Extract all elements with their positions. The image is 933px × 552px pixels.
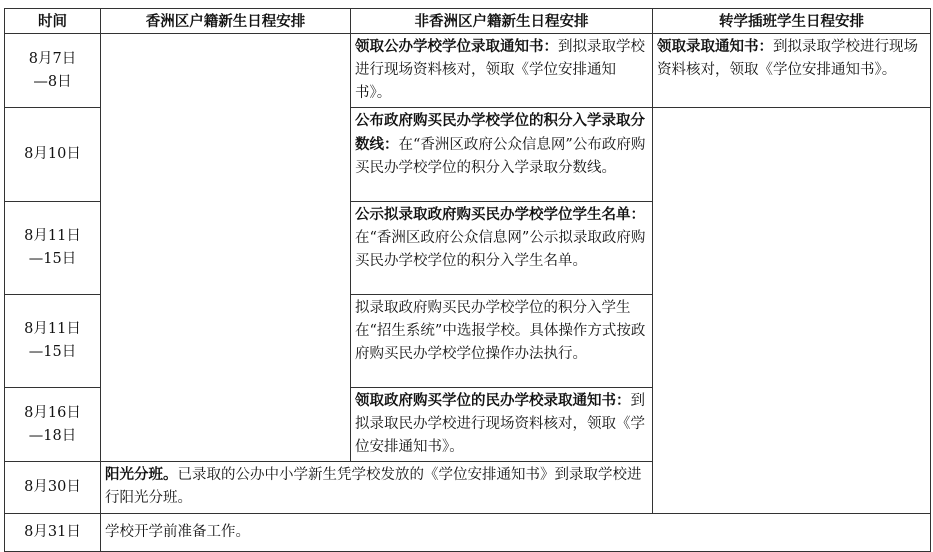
transfer-schedule-empty-cell <box>653 108 931 514</box>
date-cell: 8月7日 —8日 <box>5 34 101 108</box>
header-nonlocal: 非香洲区户籍新生日程安排 <box>351 9 653 34</box>
header-time: 时间 <box>5 9 101 34</box>
table-row <box>5 34 931 108</box>
nonlocal-schedule-cell: 领取公办学校学位录取通知书：到拟录取学校进行现场资料核对，领取《学位安排通知书》。 <box>351 34 653 108</box>
transfer-schedule-cell: 领取录取通知书：到拟录取学校进行现场资料核对，领取《学位安排通知书》。 <box>653 34 931 108</box>
merged-schedule-cell: 学校开学前准备工作。 <box>101 514 931 552</box>
nonlocal-schedule-cell: 拟录取政府购买民办学校学位的积分入学生在“招生系统”中选报学校。具体操作方式按政府购买民办学校学位操作办法执行。 <box>351 295 653 388</box>
date-cell: 8月11日 —15日 <box>5 202 101 295</box>
date-cell: 8月30日 <box>5 462 101 514</box>
schedule-table <box>4 8 931 552</box>
header-transfer: 转学插班学生日程安排 <box>653 9 931 34</box>
nonlocal-schedule-cell: 公示拟录取政府购买民办学校学位学生名单：在“香洲区政府公众信息网”公示拟录取政府购买民办学校学位的积分入学生名单。 <box>351 202 653 295</box>
local-schedule-cell <box>101 34 351 462</box>
merged-schedule-cell: 阳光分班。已录取的公办中小学新生凭学校发放的《学位安排通知书》到录取学校进行阳光分班。 <box>101 462 653 514</box>
date-cell: 8月11日 —15日 <box>5 295 101 388</box>
table-row <box>5 514 931 552</box>
nonlocal-schedule-cell: 领取政府购买学位的民办学校录取通知书：到拟录取民办学校进行现场资料核对，领取《学位安排通知书》。 <box>351 388 653 462</box>
nonlocal-schedule-cell: 公布政府购买民办学校学位的积分入学录取分数线：在“香洲区政府公众信息网”公布政府购买民办学校学位的积分入学录取分数线。 <box>351 108 653 202</box>
header-row <box>5 9 931 34</box>
header-local: 香洲区户籍新生日程安排 <box>101 9 351 34</box>
date-cell: 8月31日 <box>5 514 101 552</box>
date-cell: 8月16日 —18日 <box>5 388 101 462</box>
date-cell: 8月10日 <box>5 108 101 202</box>
